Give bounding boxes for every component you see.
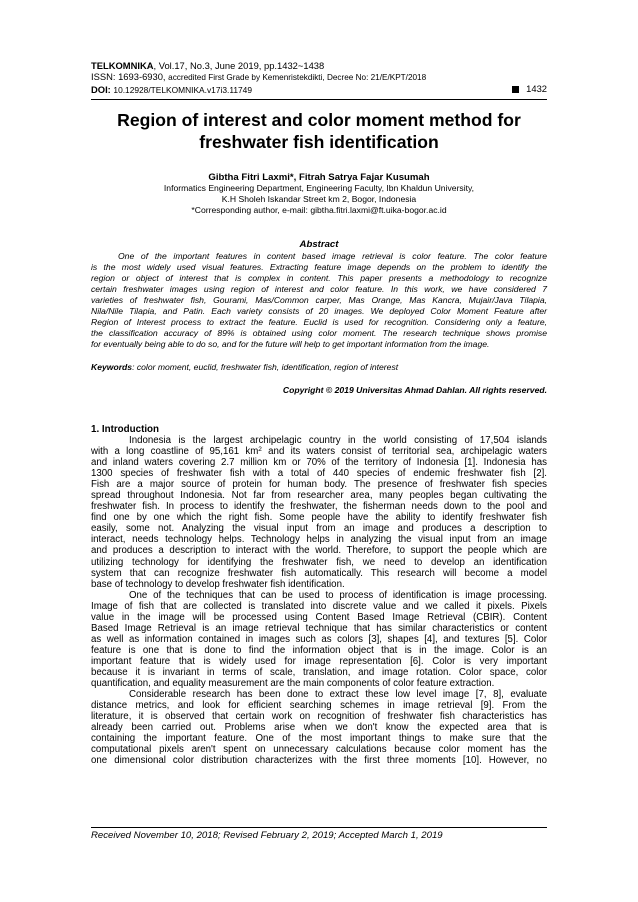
body-line: one dimensional color distribution characterizes with the first three moments [10]. However, no <box>91 755 547 767</box>
issn-line <box>91 71 547 83</box>
body-line: One of the techniques that can be used to process of identification is image processing. <box>129 589 547 601</box>
received-dates: Received November 10, 2018; Revised February 2, 2019; Accepted March 1, 2019 <box>91 830 443 841</box>
corresponding-author: *Corresponding author, e-mail: gibtha.fitri.laxmi@ft.uika-bogor.ac.id <box>191 205 447 215</box>
body-fragment: and its waters consist of territorial sea, archipelagic waters <box>261 446 548 458</box>
section-body <box>91 435 547 766</box>
keywords-text: : color moment, euclid, freshwater fish, identification, region of interest <box>132 362 399 372</box>
body-line: already been carried out. Problems arise when we don't know the expected area that is <box>91 722 547 734</box>
abstract-heading: Abstract <box>299 239 339 250</box>
abstract-body <box>91 251 547 350</box>
keywords <box>91 362 547 372</box>
body-line: Based Image Retrieval is an image retrieval technique that has similar characteristics or content <box>91 622 547 634</box>
body-line: feature is one that is done to find the information object that is in the image. Color is an <box>91 644 547 656</box>
abstract-line: Region of Interest process to extract the feature. Euclid is used for recognition. Considering only a feature, <box>91 317 547 328</box>
journal-header <box>91 60 547 96</box>
abstract-line: region or object of interest that is complex in content. This paper presents a methodology to recognize <box>91 273 547 284</box>
body-line: containing the important feature. One of the most important things to make sure that the <box>91 733 547 745</box>
issn: ISSN: 1693-6930, <box>91 71 169 83</box>
affiliation <box>91 183 547 216</box>
journal-name: TELKOMNIKA <box>91 60 154 71</box>
abstract-line: One of the important features in content based image retrieval is color feature. The color feature <box>118 251 547 261</box>
body-line: quantification, and equality measurement are the main components of color feature extraction. <box>91 678 495 690</box>
body-line: and inland waters covering 2.7 million km or 70% of the territory of Indonesia [1]. Indonesia has <box>91 457 547 469</box>
affiliation-line: Informatics Engineering Department, Engineering Faculty, Ibn Khaldun University, <box>163 183 475 193</box>
body-line: find one by one which the right fish. Some people have the ability to identify freshwater fish <box>91 512 547 524</box>
title-line: Region of interest and color moment method for <box>117 110 521 130</box>
abstract-line: is the most widely used visual features. Extracting feature image depends on the problem to identify the <box>91 262 547 273</box>
body-line: and produces a description to interact with the world. Therefore, to support the people which are <box>91 545 547 557</box>
doi-row <box>91 83 547 95</box>
body-fragment: with a long coastline of 95,161 km <box>91 446 259 458</box>
doi-link[interactable]: 10.12928/TELKOMNIKA.v17i3.11749 <box>113 84 252 95</box>
copyright-notice: Copyright © 2019 Universitas Ahmad Dahlan. All rights reserved. <box>282 385 547 395</box>
title-line: freshwater fish identification <box>199 131 439 152</box>
body-line: because it is invariant in terms of scale, translation, and image rotation. Color space, color <box>91 666 547 678</box>
body-line: Fish are a major source of protein for human body. The presence of freshwater fish species <box>91 479 547 491</box>
keywords-label: Keywords <box>91 362 133 372</box>
body-line: literature, it is observed that certain work on recognition of freshwater fish characteristics has <box>91 711 547 723</box>
body-line: freshwater fish. In process to identify the freshwater, the fisherman needs down to the pool and <box>91 501 547 513</box>
body-line: Considerable research has been done to extract these low level image [7, 8], evaluate <box>129 689 547 701</box>
footer-rule <box>91 827 547 828</box>
body-line: value in the image will be processed using Content Based Image Retrieval (CBIR). Content <box>91 611 547 623</box>
abstract-line: certain freshwater images using region of interest and color feature. In this work, we have considered 7 <box>91 284 547 295</box>
superscript: 2 <box>258 446 262 454</box>
journal-volume: , Vol.17, No.3, June 2019, pp.1432~1438 <box>153 60 325 71</box>
affiliation-line: K.H Sholeh Iskandar Street km 2, Bogor, Indonesia <box>221 194 417 204</box>
authors: Gibtha Fitri Laxmi*, Fitrah Satrya Fajar Kusumah <box>208 172 430 183</box>
abstract-line: varieties of freshwater fish, Gourami, Mas/Common carper, Mas Orange, Mas Kancra, Mujair/Java Tilapia, <box>91 295 547 306</box>
accreditation: accredited First Grade by Kemenristekdikti, Decree No: 21/E/KPT/2018 <box>168 73 427 83</box>
body-line: computational pixels aren't spent on unnecessary calculations because color moment has the <box>91 744 547 756</box>
body-line: interact, needs technology helps. Technology helps in analyzing the visual input from an image <box>91 534 547 546</box>
body-line: utilizing technology for identifying the freshwater fish, we need to develop an identification <box>91 556 547 568</box>
square-bullet-icon <box>512 86 519 93</box>
body-line: easily, some not. Analyzing the visual input from an image and produces a description to <box>91 523 547 535</box>
abstract-line: for eventually being able to do so, and for the future will help to get important information from the image. <box>91 339 490 350</box>
journal-line <box>91 60 547 71</box>
body-line <box>91 446 547 457</box>
body-line: Image of fish that are collected is translated into discrete value and we called it pixels. Pixels <box>91 600 547 612</box>
paper-title <box>91 110 547 153</box>
body-line: 1300 species of freshwater fish with a total of 440 species of endemic freshwater fish [2]. <box>91 468 547 480</box>
doi-line <box>91 84 252 96</box>
body-line: Indonesia is the largest archipelagic country in the world consisting of 17,504 islands <box>129 435 547 446</box>
abstract-line: the classification accuracy of 89% is obtained using color moment. The research technique shows promise <box>91 328 547 339</box>
doi-label: DOI: <box>91 83 114 95</box>
body-line: important feature that is widely used for image representation [6]. Color is very important <box>91 655 547 667</box>
body-line: spread throughout Indonesia. Not far from researcher area, many peoples began cultivating the <box>91 490 547 502</box>
body-line: distance metrics, and look for efficient searching schemes in image retrieval [9]. From the <box>91 700 547 712</box>
header-rule <box>91 99 547 100</box>
page-number-group <box>512 83 547 94</box>
abstract-line: Nila/Nile Tilapia, and Patin. Each variety consists of 20 images. We deployed Color Moment Feature after <box>91 306 547 317</box>
body-line: system that can recognize freshwater fish automatically. This research will become a model <box>91 567 547 579</box>
section-heading: 1. Introduction <box>91 424 160 435</box>
body-line: base of technology to develop freshwater fish identification. <box>91 578 345 590</box>
page-number: 1432 <box>526 83 547 95</box>
body-line: as well as information contained in images such as colors [3], shapes [4], and textures [5]. Color <box>91 633 547 645</box>
